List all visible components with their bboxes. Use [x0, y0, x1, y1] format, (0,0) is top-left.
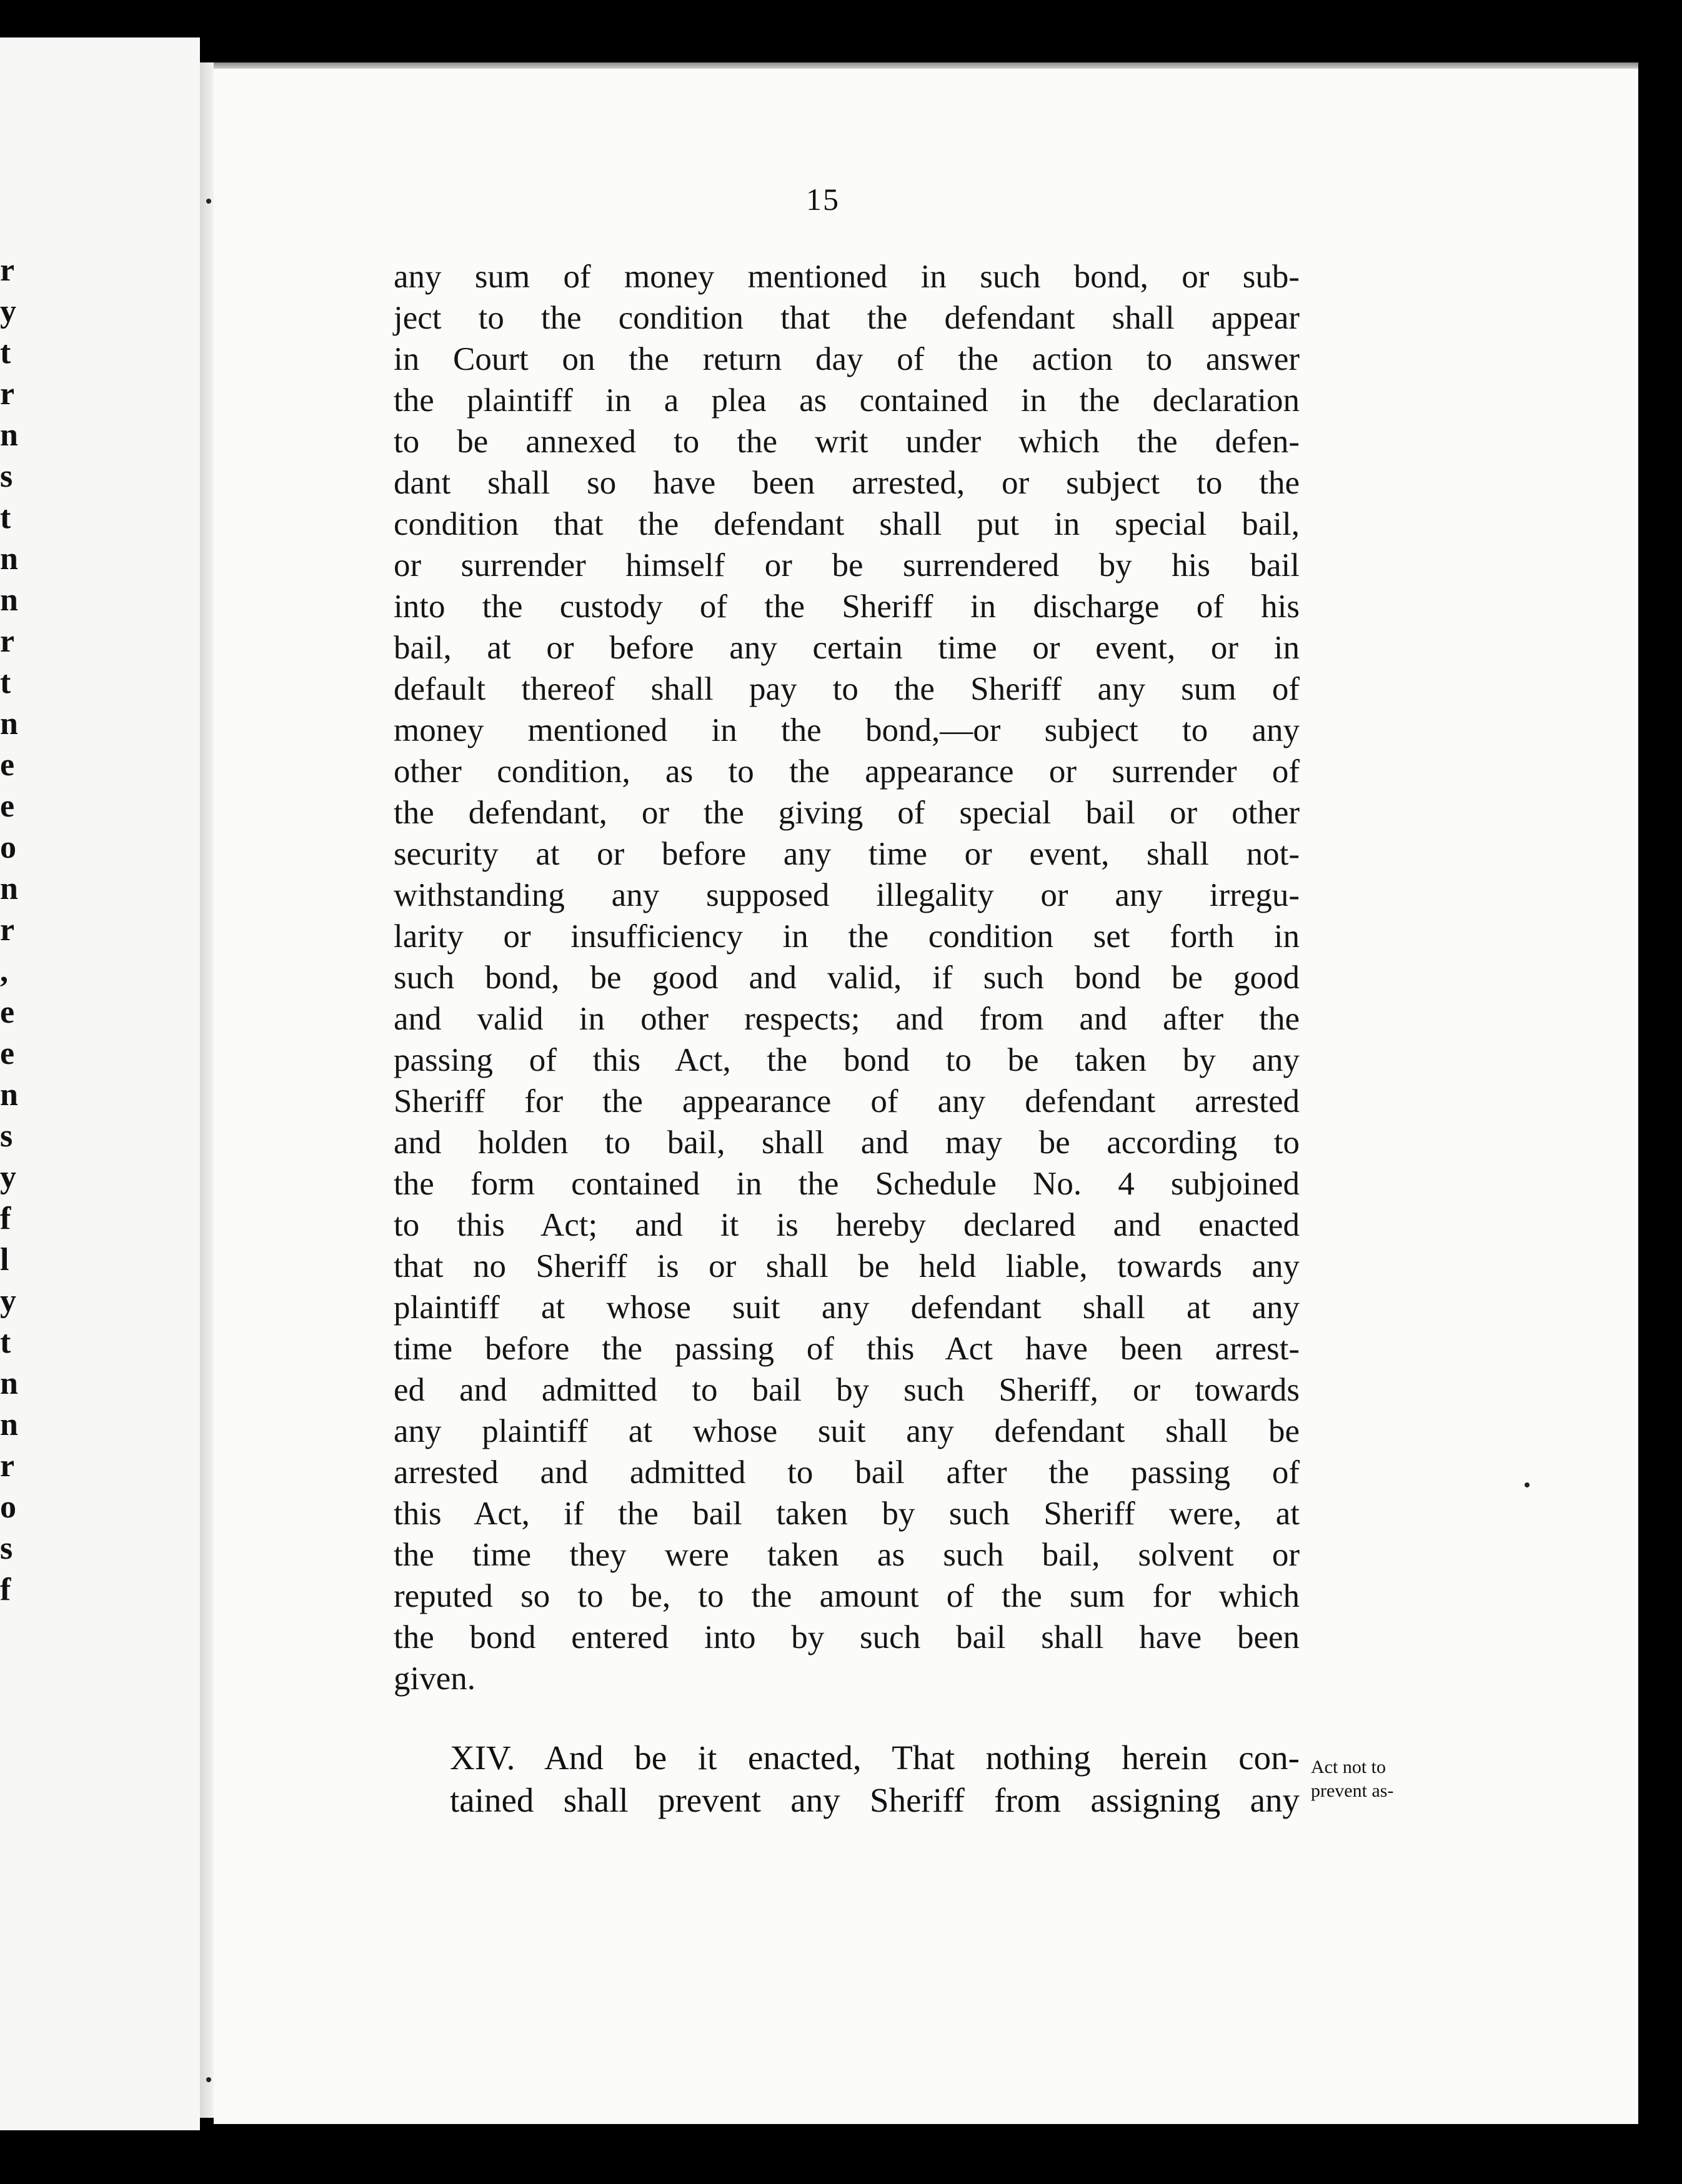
text-line: and holden to bail, shall and may be according to	[394, 1124, 1300, 1161]
text-line: the plaintiff in a plea as contained in the declaration	[394, 382, 1300, 419]
previous-page-letter: r	[0, 376, 15, 412]
section-line: XIV. And be it enacted, That nothing herein con-	[450, 1739, 1300, 1777]
text-line: Sheriff for the appearance of any defendant arrested	[394, 1083, 1300, 1119]
text-line: to this Act; and it is hereby declared and enacted	[394, 1207, 1300, 1243]
text-line: bail, at or before any certain time or event, or in	[394, 630, 1300, 666]
previous-page-letter: f	[0, 1201, 11, 1236]
previous-page-letter: t	[0, 1324, 11, 1360]
previous-page-letter: n	[0, 417, 18, 453]
previous-page-letter: s	[0, 459, 13, 494]
speck	[1525, 1482, 1530, 1487]
previous-page-letters	[0, 250, 25, 1611]
text-line: time before the passing of this Act have been arrest-	[394, 1331, 1300, 1367]
previous-page-letter: n	[0, 1077, 18, 1113]
text-line: or surrender himself or be surrendered by his bail	[394, 547, 1300, 583]
text-line: any sum of money mentioned in such bond, or sub-	[394, 259, 1300, 295]
text-line: and valid in other respects; and from and after the	[394, 1001, 1300, 1037]
text-line: the bond entered into by such bail shall have been	[394, 1619, 1300, 1655]
previous-page-letter: n	[0, 582, 18, 618]
margin-note	[1311, 1755, 1436, 1803]
text-line: the time they were taken as such bail, solvent or	[394, 1537, 1300, 1573]
previous-page-letter: r	[0, 252, 15, 288]
text-line: security at or before any time or event, shall not-	[394, 836, 1300, 872]
previous-page-letter: e	[0, 1036, 15, 1071]
previous-page-letter: t	[0, 665, 11, 700]
text-line: ed and admitted to bail by such Sheriff, or towards	[394, 1372, 1300, 1408]
previous-page-letter: r	[0, 912, 15, 948]
previous-page-letter: o	[0, 1489, 16, 1525]
text-line: the form contained in the Schedule No. 4 subjoined	[394, 1166, 1300, 1202]
text-line: plaintiff at whose suit any defendant shall at any	[394, 1289, 1300, 1326]
text-line: other condition, as to the appearance or surrender of	[394, 753, 1300, 790]
previous-page-letter: o	[0, 830, 16, 865]
text-line: default thereof shall pay to the Sheriff any sum of	[394, 671, 1300, 707]
text-line: any plaintiff at whose suit any defendant shall be	[394, 1413, 1300, 1449]
previous-page-letter: y	[0, 1159, 16, 1195]
previous-page-letter: r	[0, 1448, 15, 1484]
previous-page-letter: s	[0, 1531, 13, 1566]
previous-page-letter: n	[0, 1407, 18, 1442]
previous-page-letter: r	[0, 623, 15, 659]
text-line: into the custody of the Sheriff in discharge of his	[394, 588, 1300, 625]
text-line: the defendant, or the giving of special bail or other	[394, 795, 1300, 831]
section-line: tained shall prevent any Sheriff from assigning any	[450, 1781, 1300, 1819]
text-line: that no Sheriff is or shall be held liable, towards any	[394, 1248, 1300, 1284]
previous-page-letter: n	[0, 1366, 18, 1401]
previous-page-letter: e	[0, 747, 15, 783]
margin-note-line: Act not to	[1311, 1757, 1386, 1777]
previous-page-letter: y	[0, 294, 16, 329]
text-line: in Court on the return day of the action to answer	[394, 341, 1300, 377]
speck	[206, 199, 211, 204]
body-paragraph	[394, 256, 1300, 1699]
speck	[206, 2077, 211, 2082]
text-line: withstanding any supposed illegality or any irregu-	[394, 877, 1300, 913]
text-line: condition that the defendant shall put in special bail,	[394, 506, 1300, 542]
previous-page-edge	[0, 37, 200, 2130]
text-line: money mentioned in the bond,—or subject to any	[394, 712, 1300, 748]
previous-page-letter: l	[0, 1242, 9, 1278]
text-line: larity or insufficiency in the condition set forth in	[394, 918, 1300, 955]
text-line: passing of this Act, the bond to be taken by any	[394, 1042, 1300, 1078]
previous-page-letter: n	[0, 706, 18, 742]
scan-border	[1638, 0, 1682, 2184]
previous-page-letter: f	[0, 1572, 11, 1607]
previous-page-letter: t	[0, 500, 11, 535]
page-top-edge	[214, 62, 1638, 69]
previous-page-letter: y	[0, 1283, 16, 1319]
page-number: 15	[806, 182, 840, 217]
margin-note-line: prevent as-	[1311, 1780, 1394, 1801]
previous-page-letter: n	[0, 541, 18, 577]
text-line: reputed so to be, to the amount of the sum for which	[394, 1578, 1300, 1614]
text-line: such bond, be good and valid, if such bond be good	[394, 960, 1300, 996]
previous-page-letter: s	[0, 1118, 13, 1154]
page-gutter	[200, 62, 214, 2118]
text-line: given.	[394, 1660, 475, 1697]
text-line: arrested and admitted to bail after the passing of	[394, 1454, 1300, 1491]
previous-page-letter: t	[0, 335, 11, 370]
text-line: to be annexed to the writ under which the defen-	[394, 424, 1300, 460]
previous-page-letter: ,	[0, 953, 8, 989]
previous-page-letter: e	[0, 788, 15, 824]
text-line: this Act, if the bail taken by such Sheriff were, at	[394, 1496, 1300, 1532]
previous-page-letter: e	[0, 995, 15, 1030]
text-line: ject to the condition that the defendant shall appear	[394, 300, 1300, 336]
section-xiv-paragraph	[450, 1737, 1300, 1822]
text-line: dant shall so have been arrested, or subject to the	[394, 465, 1300, 501]
previous-page-letter: n	[0, 871, 18, 906]
